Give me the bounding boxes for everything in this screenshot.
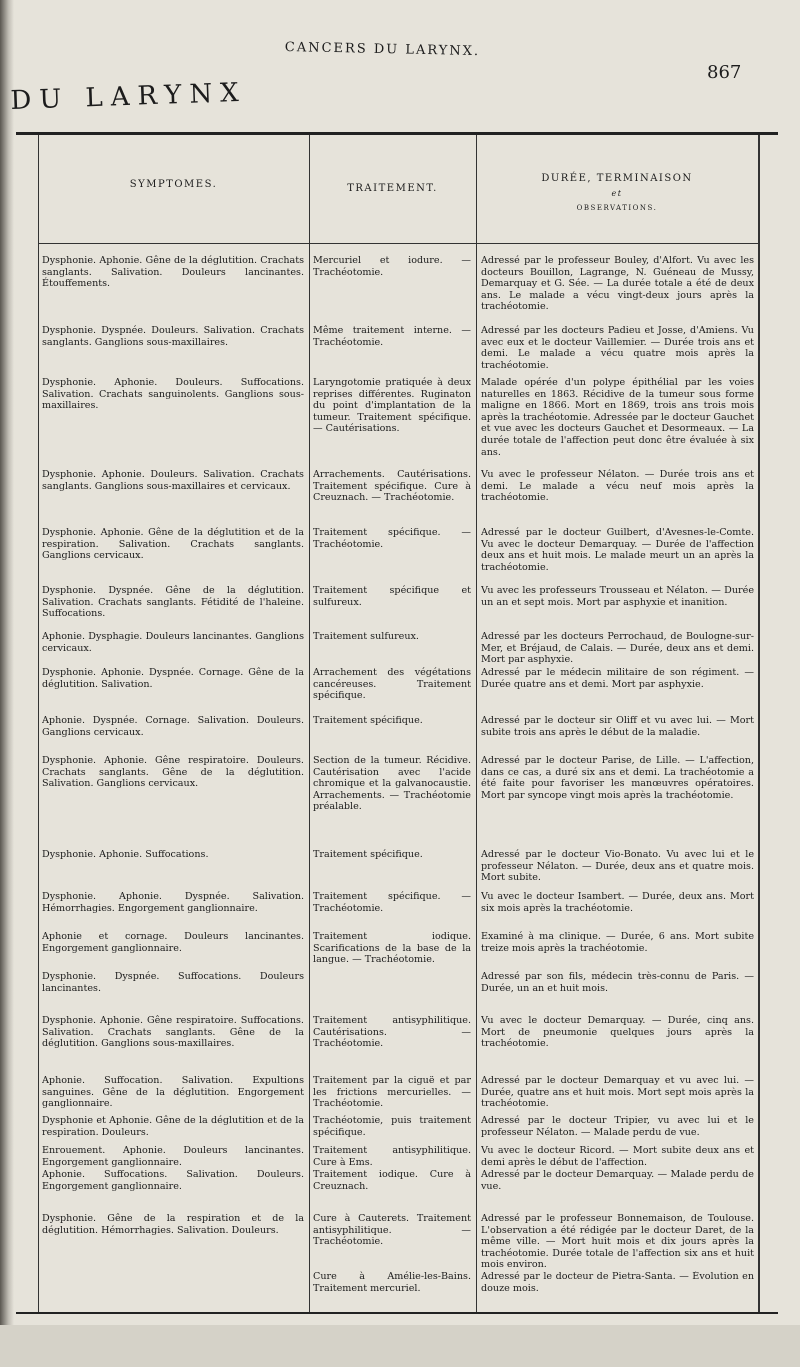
treatment-cell: Traitement antisyphilitique. Cautérisations. — Trachéotomie. <box>313 1015 471 1050</box>
treatment-cell: Traitement spécifique. — Trachéotomie. <box>313 527 471 550</box>
observations-cell: Vu avec le docteur Ricord. — Mort subite deux ans et demi après le début de l'affection. <box>481 1145 754 1168</box>
treatment-cell: Trachéotomie, puis traitement spécifique. <box>313 1115 471 1138</box>
treatment-cell: Arrachement des végétations cancéreuses. Traitement spécifique. <box>313 667 471 702</box>
page-bottom-margin <box>0 1325 800 1367</box>
treatment-cell: Traitement antisyphilitique. Cure à Ems. <box>313 1145 471 1168</box>
observations-cell: Adressé par les docteurs Perrochaud, de Boulogne-sur-Mer, et Bréjaud, de Calais. — Durée, deux ans et demi. Mort par asphyxie. <box>481 631 754 666</box>
symptoms-cell: Dysphonie. Aphonie. Douleurs. Salivation. Crachats sanglants. Ganglions sous-maxillaires et cervicaux. <box>42 469 304 492</box>
treatment-cell: Cure à Cauterets. Traitement antisyphilitique. — Trachéotomie. <box>313 1213 471 1248</box>
observations-cell: Adressé par le docteur Parise, de Lille. — L'affection, dans ce cas, a duré six ans et demi. La trachéotomie a été faite pour favoriser les manœuvres opératoires. Mort par syncope vingt mois après la trachéotomie. <box>481 755 754 801</box>
symptoms-cell: Dysphonie. Aphonie. Gêne de la déglutition. Crachats sanglants. Salivation. Douleurs lancinantes. Étouffements. <box>42 255 304 290</box>
symptoms-cell: Aphonie et cornage. Douleurs lancinantes. Engorgement ganglionnaire. <box>42 931 304 954</box>
treatment-cell: Traitement spécifique. <box>313 715 423 726</box>
symptoms-cell: Enrouement. Aphonie. Douleurs lancinantes. Engorgement ganglionnaire. <box>42 1145 304 1168</box>
observations-cell: Examiné à ma clinique. — Durée, 6 ans. Mort subite treize mois après la trachéotomie. <box>481 931 754 954</box>
observations-cell: Adressé par le docteur Demarquay et vu avec lui. — Durée, quatre ans et huit mois. Mort sept mois après la trachéotomie. <box>481 1075 754 1110</box>
symptoms-cell: Dysphonie. Aphonie. Dyspnée. Cornage. Gêne de la déglutition. Salivation. <box>42 667 304 690</box>
cases-table <box>16 132 778 1314</box>
treatment-cell: Section de la tumeur. Récidive. Cautérisation avec l'acide chromique et la galvanocaustie. Arrachements. — Trachéotomie préalable. <box>313 755 471 813</box>
observations-cell: Adressé par le docteur Tripier, vu avec lui et le professeur Nélaton. — Malade perdu de vue. <box>481 1115 754 1138</box>
symptoms-cell: Aphonie. Dyspnée. Cornage. Salivation. Douleurs. Ganglions cervicaux. <box>42 715 304 738</box>
symptoms-cell: Dysphonie. Aphonie. Douleurs. Suffocations. Salivation. Crachats sanguinolents. Ganglions sous-maxillaires. <box>42 377 304 412</box>
treatment-cell: Traitement par la ciguë et par les frictions mercurielles. — Trachéotomie. <box>313 1075 471 1110</box>
symptoms-cell: Dysphonie. Aphonie. Suffocations. <box>42 849 209 860</box>
symptoms-cell: Aphonie. Suffocation. Salivation. Expultions sanguines. Gêne de la déglutition. Engorgement ganglionnaire. <box>42 1075 304 1110</box>
observations-cell: Adressé par le docteur Vio-Bonato. Vu avec lui et le professeur Nélaton. — Durée, deux ans et quatre mois. Mort subite. <box>481 849 754 884</box>
column-header-duree-label: DURÉE, TERMINAISON <box>541 173 693 184</box>
treatment-cell: Traitement sulfureux. <box>313 631 419 642</box>
symptoms-cell: Dysphonie. Dyspnée. Suffocations. Douleurs lancinantes. <box>42 971 304 994</box>
column-header-observations: OBSERVATIONS. <box>576 204 658 212</box>
observations-cell: Adressé par le docteur sir Oliff et vu avec lui. — Mort subite trois ans après le début de la maladie. <box>481 715 754 738</box>
treatment-cell: Mercuriel et iodure. — Trachéotomie. <box>313 255 471 278</box>
symptoms-cell: Aphonie. Suffocations. Salivation. Douleurs. Engorgement ganglionnaire. <box>42 1169 304 1192</box>
symptoms-cell: Dysphonie. Aphonie. Gêne de la déglutition et de la respiration. Salivation. Crachats sanglants. Ganglions cervicaux. <box>42 527 304 562</box>
treatment-cell: Traitement spécifique. — Trachéotomie. <box>313 891 471 914</box>
symptoms-cell: Dysphonie. Dyspnée. Gêne de la déglutition. Salivation. Crachats sanglants. Fétidité de l'haleine. Suffocations. <box>42 585 304 620</box>
observations-cell: Vu avec le docteur Isambert. — Durée, deux ans. Mort six mois après la trachéotomie. <box>481 891 754 914</box>
treatment-cell: Traitement iodique. Cure à Creuznach. <box>313 1169 471 1192</box>
page-gutter-shadow <box>0 0 14 1367</box>
symptoms-cell: Dysphonie. Aphonie. Gêne respiratoire. Suffocations. Salivation. Crachats sanglants. Gêne de la déglutition. Ganglions sous-maxillaires. <box>42 1015 304 1050</box>
treatment-cell: Même traitement interne. — Trachéotomie. <box>313 325 471 348</box>
running-head: CANCERS DU LARYNX. <box>284 40 481 60</box>
section-title: DU LARYNX <box>10 77 248 116</box>
treatment-cell: Traitement spécifique. <box>313 849 423 860</box>
treatment-cell <box>313 971 471 1015</box>
symptoms-cell: Dysphonie. Gêne de la respiration et de la déglutition. Hémorrhagies. Salivation. Douleurs. <box>42 1213 304 1236</box>
table-body <box>16 135 778 1312</box>
observations-cell: Adressé par les docteurs Padieu et Josse, d'Amiens. Vu avec eux et le docteur Vaillemier. — Durée trois ans et demi. Le malade a vécu quatre mois après la trachéotomie. <box>481 325 754 371</box>
symptoms-cell: Dysphonie. Aphonie. Dyspnée. Salivation. Hémorrhagies. Engorgement ganglionnaire. <box>42 891 304 914</box>
treatment-cell: Traitement iodique. Scarifications de la base de la langue. — Trachéotomie. <box>313 931 471 966</box>
column-header-symptomes: SYMPTOMES. <box>129 179 218 190</box>
page-number: 867 <box>707 62 742 83</box>
observations-cell: Adressé par le professeur Bonnemaison, de Toulouse. L'observation a été rédigée par le docteur Daret, de la même ville. — Mort huit mois et dix jours après la trachéotomie. Durée totale de l'affection six ans et huit mois environ. <box>481 1213 754 1271</box>
symptoms-cell: Dysphonie. Dyspnée. Douleurs. Salivation. Crachats sanglants. Ganglions sous-maxillaires. <box>42 325 304 348</box>
observations-cell: Adressé par le professeur Bouley, d'Alfort. Vu avec les docteurs Bouillon, Lagrange, N. Guéneau de Mussy, Demarquay et G. Sée. — La durée totale a été de deux ans. Le malade a vécu vingt-deux jours après la trachéotomie. <box>481 255 754 313</box>
symptoms-cell: Dysphonie. Aphonie. Gêne respiratoire. Douleurs. Crachats sanglants. Gêne de la déglutition. Salivation. Ganglions cervicaux. <box>42 755 304 790</box>
observations-cell: Malade opérée d'un polype épithélial par les voies naturelles en 1863. Récidive de la tumeur sous forme maligne en 1866. Mort en 1869, trois ans trois mois après la trachéotomie. Adressée par le docteur Gauchet et vue avec les docteurs Gauchet et Desormeaux. — La durée totale de l'affection peut donc être évaluée à six ans. <box>481 377 754 458</box>
observations-cell: Adressé par le docteur Guilbert, d'Avesnes-le-Comte. Vu avec le docteur Demarquay. — Durée de l'affection deux ans et huit mois. Le malade meurt un an après la trachéotomie. <box>481 527 754 573</box>
observations-cell: Vu avec le professeur Nélaton. — Durée trois ans et demi. Le malade a vécu neuf mois après la trachéotomie. <box>481 469 754 504</box>
treatment-cell: Traitement spécifique et sulfureux. <box>313 585 471 608</box>
symptoms-cell <box>42 1271 304 1311</box>
symptoms-cell: Dysphonie et Aphonie. Gêne de la déglutition et de la respiration. Douleurs. <box>42 1115 304 1138</box>
observations-cell: Adressé par le docteur de Pietra-Santa. — Évolution en douze mois. <box>481 1271 754 1294</box>
treatment-cell: Arrachements. Cautérisations. Traitement spécifique. Cure à Creuznach. — Trachéotomie. <box>313 469 471 504</box>
treatment-cell: Laryngotomie pratiquée à deux reprises différentes. Ruginaton du point d'implantation de la tumeur. Traitement spécifique. — Cautérisations. <box>313 377 471 435</box>
observations-cell: Adressé par le médecin militaire de son régiment. — Durée quatre ans et demi. Mort par asphyxie. <box>481 667 754 690</box>
symptoms-cell: Aphonie. Dysphagie. Douleurs lancinantes. Ganglions cervicaux. <box>42 631 304 654</box>
column-header-et: et <box>611 189 623 198</box>
observations-cell: Adressé par son fils, médecin très-connu de Paris. — Durée, un an et huit mois. <box>481 971 754 994</box>
observations-cell: Adressé par le docteur Demarquay. — Malade perdu de vue. <box>481 1169 754 1192</box>
observations-cell: Vu avec le docteur Demarquay. — Durée, cinq ans. Mort de pneumonie quelques jours après la trachéotomie. <box>481 1015 754 1050</box>
column-header-traitement: TRAITEMENT. <box>347 183 438 194</box>
observations-cell: Vu avec les professeurs Trousseau et Nélaton. — Durée un an et sept mois. Mort par asphyxie et inanition. <box>481 585 754 608</box>
treatment-cell: Cure à Amélie-les-Bains. Traitement mercuriel. <box>313 1271 471 1294</box>
